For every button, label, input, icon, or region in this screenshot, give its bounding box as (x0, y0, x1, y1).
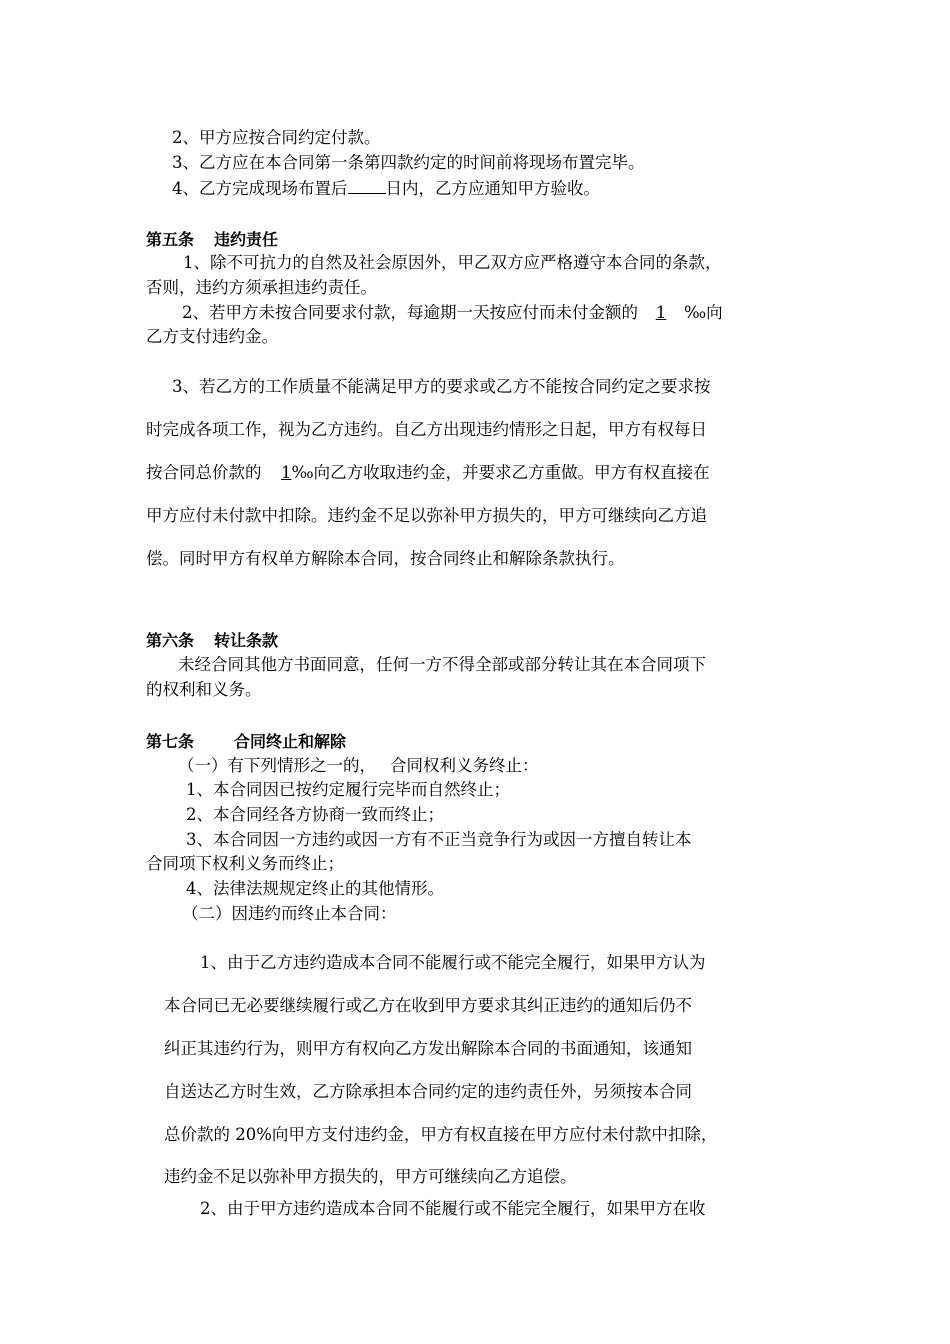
art7-breach-1-line-1: 1、由于乙方违约造成本合同不能履行或不能完全履行，如果甲方认为 (200, 953, 706, 972)
art6-heading-number: 第六条 (146, 631, 195, 650)
art7-breach-1-line-6: 违约金不足以弥补甲方损失的，甲方可继续向乙方追偿。 (164, 1167, 577, 1186)
art7-breach-2-line-1: 2、由于甲方违约造成本合同不能履行或不能完全履行，如果甲方在收 (200, 1199, 706, 1218)
art5-p3-text-c2: ‰向乙方收取违约金，并要求乙方重做。甲方有权直接在 (291, 463, 710, 482)
art6-p1-line-1: 未经合同其他方书面同意，任何一方不得全部或部分转让其在本合同项下 (178, 655, 706, 674)
art4-item-2: 2、甲方应按合同约定付款。 (172, 128, 381, 147)
art7-section-2: （二）因违约而终止本合同： (182, 904, 397, 923)
art7-heading (146, 731, 346, 753)
art5-p2-text-b: ‰向 (684, 303, 723, 322)
art7-heading-number: 第七条 (146, 732, 195, 751)
art5-p2-rate: 1 (655, 303, 667, 322)
art7-breach-1-line-4: 自送达乙方时生效，乙方除承担本合同约定的违约责任外，另须按本合同 (164, 1082, 692, 1101)
art4-item-4-text-b: 日内，乙方应通知甲方验收。 (385, 179, 600, 198)
art5-p2-text-a: 2、若甲方未按合同要求付款，每逾期一天按应付而未付金额的 (182, 303, 638, 322)
art7-item-4: 4、法律法规规定终止的其他情形。 (186, 879, 444, 898)
art5-p3-line-5: 偿。同时甲方有权单方解除本合同，按合同终止和解除条款执行。 (146, 549, 625, 568)
art5-p3-rate: 1 (281, 463, 292, 482)
art7-breach-1-line-5: 总价款的 20%向甲方支付违约金，甲方有权直接在甲方应付未付款中扣除， (164, 1125, 718, 1144)
art7-item-2: 2、本合同经各方协商一致而终止； (186, 805, 444, 824)
art6-p1-line-2: 的权利和义务。 (146, 680, 262, 699)
art5-p1-line-1: 1、除不可抗力的自然及社会原因外，甲乙双方应严格遵守本合同的条款， (183, 253, 722, 272)
art6-heading-title: 转让条款 (214, 631, 279, 650)
art7-section-1 (178, 755, 539, 777)
art5-p3-line-3 (146, 462, 710, 484)
art4-days-blank (348, 177, 386, 194)
art5-p3-line-2: 时完成各项工作，视为乙方违约。自乙方出现违约情形之日起，甲方有权每日 (146, 420, 707, 439)
art5-p3-line-4: 甲方应付未付款中扣除。违约金不足以弥补甲方损失的，甲方可继续向乙方追 (146, 506, 707, 525)
art4-item-3: 3、乙方应在本合同第一条第四款约定的时间前将现场布置完毕。 (172, 153, 645, 172)
art7-heading-title: 合同终止和解除 (234, 732, 347, 751)
art7-item-3-line-2: 合同项下权利义务而终止； (146, 854, 344, 873)
art7-section-1-text-b: 合同权利义务终止： (390, 756, 539, 775)
art7-breach-1-line-3: 纠正其违约行为，则甲方有权向乙方发出解除本合同的书面通知，该通知 (164, 1039, 692, 1058)
art5-p3-text-c1: 按合同总价款的 (146, 463, 262, 482)
art7-item-3-line-1: 3、本合同因一方违约或因一方有不正当竞争行为或因一方擅自转让本 (186, 830, 692, 849)
art5-heading (146, 229, 278, 251)
art7-item-1: 1、本合同因已按约定履行完毕而自然终止； (186, 780, 510, 799)
art5-heading-number: 第五条 (146, 230, 195, 249)
art5-p2-line-1 (182, 302, 723, 324)
art5-p3-line-1: 3、若乙方的工作质量不能满足甲方的要求或乙方不能按合同约定之要求按 (172, 377, 711, 396)
art7-section-1-text-a: （一）有下列情形之一的， (178, 756, 376, 775)
art4-item-4-text-a: 4、乙方完成现场布置后 (172, 179, 348, 198)
art7-breach-1-line-2: 本合同已无必要继续履行或乙方在收到甲方要求其纠正违约的通知后仍不 (164, 996, 692, 1015)
art6-heading (146, 630, 278, 652)
art4-item-4 (172, 177, 600, 200)
art5-p1-line-2: 否则，违约方须承担违约责任。 (146, 278, 377, 297)
art5-p2-line-2: 乙方支付违约金。 (146, 327, 278, 346)
art5-heading-title: 违约责任 (214, 230, 279, 249)
